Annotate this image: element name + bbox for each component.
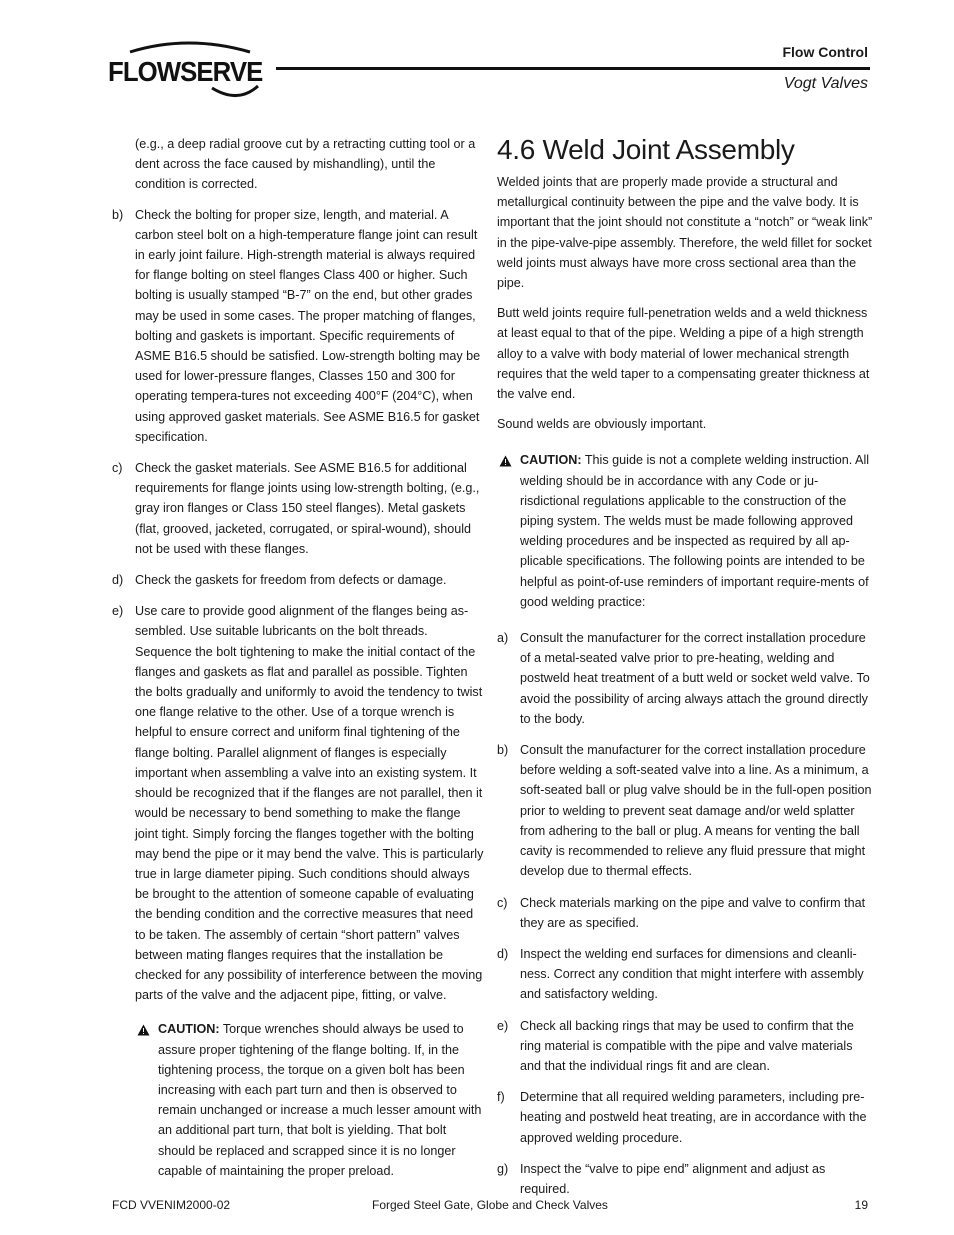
caution-text: This guide is not a complete welding instruction. All welding should be in accordance with any Code or ju-risdictional regulations applicable to the construction of the piping system. The welds must be made following approved welding procedures and be inspected as required by all ap-plicable specifications. The following points are intended to be helpful as point-of-use reminders of important require-ments of good welding practice: <box>520 453 870 609</box>
brand-label: Vogt Valves <box>783 75 868 92</box>
caution-label: CAUTION: <box>158 1022 220 1037</box>
list-item-b <box>497 740 873 881</box>
list-marker: b) <box>112 207 124 222</box>
list-item-a <box>497 628 873 729</box>
flowserve-logo <box>108 40 268 102</box>
list-item-d <box>112 570 484 590</box>
list-item-e <box>497 1016 873 1077</box>
list-item-text: Use care to provide good alignment of the flanges being as-sembled. Use suitable lubricants on the bolt threads. Sequence the bolt tightening to make the initial contact of the flanges and gaskets as flat and parallel as possible. Tighten the bolts gradually and uniformly to avoid the tendency to twist one flange relative to the other. Use of a torque wrench is helpful to ensure correct and uniform final tightening of the flange bolting. Parallel alignment of flanges is especially important when assembling a valve into an existing system. It should be recognized that if the flanges are not parallel, then it would be necessary to bend something to make the flange joint tight. Simply forcing the flanges together with the bolting may bend the pipe or it may bend the valve. This is particularly true in large diameter piping. Such conditions should always be brought to the attention of someone capable of evaluating the bending condition and the corrective measures that need to be taken. The assembly of certain “short pattern” valves between mating flanges requires that the installation be checked for any possibility of interference between the moving parts of the valve and the adjacent pipe, fitting, or valve. <box>135 604 484 1003</box>
section-heading: 4.6 Weld Joint Assembly <box>497 134 795 165</box>
list-item-text: Check the gaskets for freedom from defects or damage. <box>135 573 447 588</box>
paragraph: Butt weld joints require full-penetration welds and a weld thickness at least equal to that of the pipe. Welding a pipe of a high strength alloy to a valve with body material of lower mechanical strength requires that the weld taper to a compensating greater thickness at the valve end. <box>497 306 870 402</box>
list-item-e <box>112 601 484 1005</box>
list-marker: b) <box>497 743 509 758</box>
division-label: Flow Control <box>782 44 868 60</box>
list-marker: c) <box>112 461 123 476</box>
list-item-f <box>497 1087 873 1148</box>
list-item-text: Consult the manufacturer for the correct installation procedure of a metal-seated valve prior to pre-heating, welding and postweld heat treatment of a butt weld or socket weld valve. To avoid the possibility of arcing always attach the ground directly to the body. <box>520 631 870 726</box>
list-item-b <box>112 205 484 447</box>
list-item-text: Check the bolting for proper size, length, and material. A carbon steel bolt on a high-temperature flange joint can result in early joint failure. High-strength material is always required for flange bolting on steel flanges Class 400 or higher. Such bolting is usually stamped “B-7” on the end, but other grades may be used in some cases. The proper matching of flanges, bolting and gaskets is important. Specific requirements of ASME B16.5 should be satisfied. Low-strength bolting may be used for lower-pressure flanges, Classes 150 and 300 for operating tempera-tures not exceeding 400°F (204°C), when using approved gasket materials. See ASME B16.5 for gasket specification. <box>135 207 481 444</box>
list-marker: e) <box>497 1018 509 1033</box>
list-item-text: Inspect the “valve to pipe end” alignment and adjust as required. <box>520 1161 826 1196</box>
caution-note-torque <box>135 1019 484 1181</box>
list-item-text: Check materials marking on the pipe and valve to confirm that they are as specified. <box>520 895 866 930</box>
list-item-text: Determine that all required welding parameters, including pre-heating and postweld heat treating, are in accordance with the approved welding procedure. <box>520 1090 867 1145</box>
continuation-text: (e.g., a deep radial groove cut by a retracting cutting tool or a dent across the face caused by mishandling), until the condition is corrected. <box>135 137 476 192</box>
list-item-d <box>497 944 873 1005</box>
page-number: 19 <box>854 1198 868 1212</box>
list-marker: c) <box>497 895 508 910</box>
warning-triangle-icon <box>137 1022 150 1042</box>
list-marker: d) <box>497 946 509 961</box>
list-item-text: Check the gasket materials. See ASME B16.5 for additional requirements for flange joints using low-strength bolting, (e.g., gray iron flanges or Class 150 steel flanges). Metal gaskets (flat, grooved, jacketed, corrugated, or spiral-wound), should not be used with these flanges. <box>135 461 480 556</box>
list-item-c <box>112 458 484 559</box>
caution-note-welding <box>497 450 873 612</box>
list-marker: e) <box>112 604 124 619</box>
paragraph: Welded joints that are properly made provide a structural and metallurgical continuity between the pipe and the valve body. It is important that the joint should not constitute a “notch” or “weak link” in the pipe-valve-pipe assembly. Therefore, the weld fillet for socket weld joints must always have more cross sectional area than the pipe. <box>497 175 873 291</box>
right-column <box>497 134 873 1210</box>
logo-wordmark: FLOWSERVE <box>108 56 263 87</box>
list-marker: f) <box>497 1090 505 1105</box>
list-marker: d) <box>112 573 124 588</box>
paragraph: Sound welds are obviously important. <box>497 417 707 432</box>
list-marker: a) <box>497 631 509 646</box>
caution-label: CAUTION: <box>520 453 582 468</box>
header-rule <box>276 67 870 70</box>
caution-text: Torque wrenches should always be used to assure proper tightening of the flange bolting. If, in the tightening process, the torque on a given bolt has been increasing with each part turn and then is observed to remain unchanged or increase a much lesser amount with an additional part turn, that bolt is yielding. That bolt should be replaced and scrapped since it is no longer capable of maintaining the proper preload. <box>158 1022 482 1178</box>
footer-title: Forged Steel Gate, Globe and Check Valves <box>372 1198 608 1212</box>
list-item-text: Consult the manufacturer for the correct installation procedure before welding a soft-seated valve into a line. As a minimum, a soft-seated ball or plug valve should be in the full-open position prior to welding to prevent seat damage and/or weld splatter from adhering to the ball or plug. A means for venting the ball cavity is recommended to relieve any fluid pressure that might develop due to thermal effects. <box>520 743 872 879</box>
page-header <box>0 0 954 110</box>
list-item-c <box>497 893 873 933</box>
warning-triangle-icon <box>499 453 512 473</box>
footer-doc-code: FCD VVENIM2000-02 <box>112 1198 231 1212</box>
list-marker: g) <box>497 1161 509 1176</box>
list-item-text: Check all backing rings that may be used to confirm that the ring material is compatible with the pipe and valve materials and that the individual rings fit and are clean. <box>520 1018 854 1073</box>
left-column <box>112 134 484 1195</box>
list-item-g <box>497 1159 873 1199</box>
list-item-text: Inspect the welding end surfaces for dimensions and cleanli-ness. Correct any condition that might interfere with assembly and satisfactory welding. <box>520 946 864 1002</box>
